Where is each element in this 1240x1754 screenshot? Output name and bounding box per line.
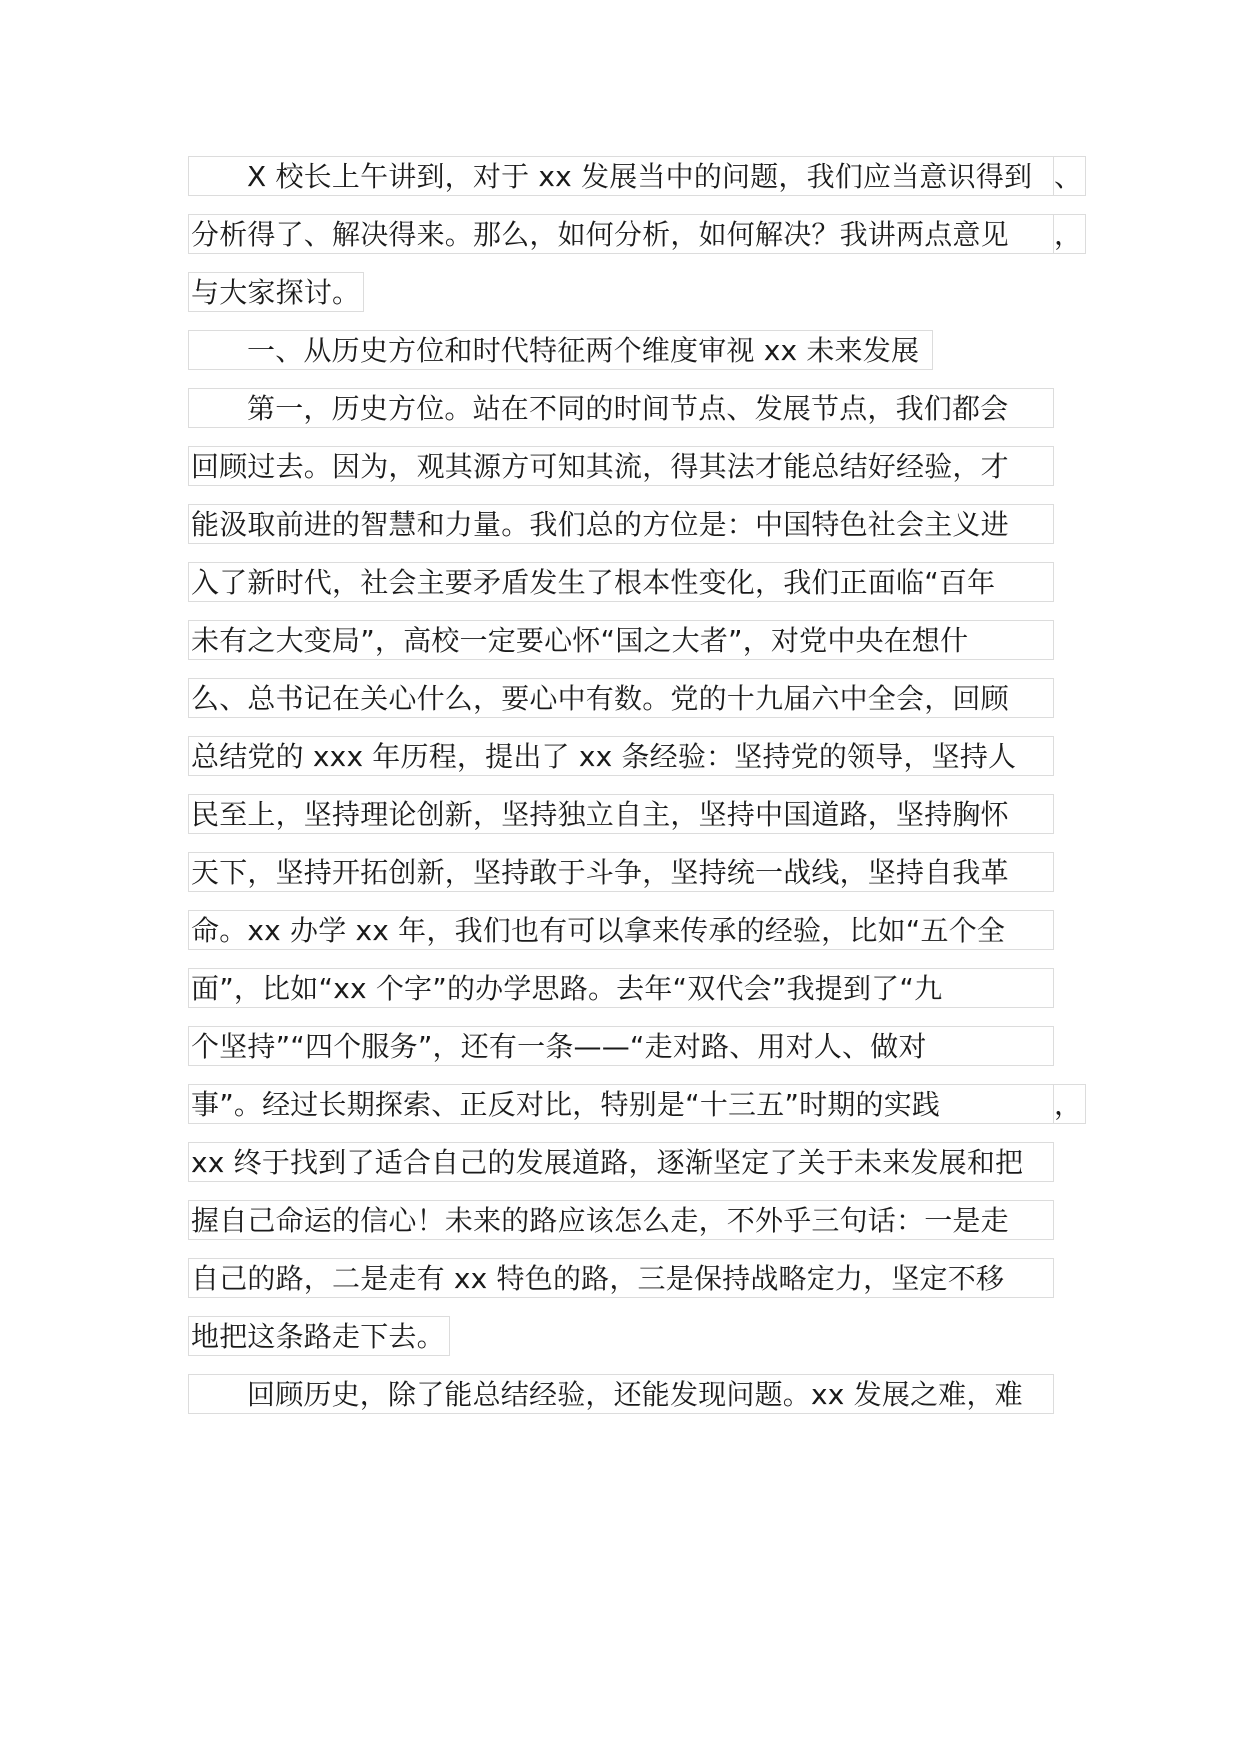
paragraph-2-line-6: 么、总书记在关心什么，要心中有数。党的十九届六中全会，回顾 (188, 678, 1054, 718)
paragraph-2-line-17: 地把这条路走下去。 (188, 1316, 450, 1356)
paragraph-1-line-1: X 校长上午讲到，对于 xx 发展当中的问题，我们应当意识得到 (188, 156, 1054, 196)
paragraph-2-line-13-tail: ， (1054, 1084, 1086, 1124)
paragraph-2-line-5: 未有之大变局”，高校一定要心怀“国之大者”，对党中央在想什 (188, 620, 1054, 660)
paragraph-2-line-8: 民至上，坚持理论创新，坚持独立自主，坚持中国道路，坚持胸怀 (188, 794, 1054, 834)
paragraph-2-line-3: 能汲取前进的智慧和力量。我们总的方位是：中国特色社会主义进 (188, 504, 1054, 544)
paragraph-2-line-1: 第一，历史方位。站在不同的时间节点、发展节点，我们都会 (188, 388, 1054, 428)
paragraph-2-line-16: 自己的路，二是走有 xx 特色的路，三是保持战略定力，坚定不移 (188, 1258, 1054, 1298)
paragraph-1-line-1-tail: 、 (1054, 156, 1086, 196)
paragraph-2-line-13: 事”。经过长期探索、正反对比，特别是“十三五”时期的实践 (188, 1084, 1054, 1124)
paragraph-1-line-2-tail: ， (1054, 214, 1086, 254)
paragraph-2-line-10: 命。xx 办学 xx 年，我们也有可以拿来传承的经验，比如“五个全 (188, 910, 1054, 950)
paragraph-2-line-2: 回顾过去。因为，观其源方可知其流，得其法才能总结好经验，才 (188, 446, 1054, 486)
paragraph-2-line-15: 握自己命运的信心！未来的路应该怎么走，不外乎三句话：一是走 (188, 1200, 1054, 1240)
section-heading-1: 一、从历史方位和时代特征两个维度审视 xx 未来发展 (188, 330, 933, 370)
paragraph-2-line-4: 入了新时代，社会主要矛盾发生了根本性变化，我们正面临“百年 (188, 562, 1054, 602)
paragraph-2-line-14: xx 终于找到了适合自己的发展道路，逐渐坚定了关于未来发展和把 (188, 1142, 1054, 1182)
paragraph-2-line-11: 面”，比如“xx 个字”的办学思路。去年“双代会”我提到了“九 (188, 968, 1054, 1008)
paragraph-2-line-7: 总结党的 xxx 年历程，提出了 xx 条经验：坚持党的领导，坚持人 (188, 736, 1054, 776)
paragraph-3-line-1: 回顾历史，除了能总结经验，还能发现问题。xx 发展之难，难 (188, 1374, 1054, 1414)
paragraph-2-line-9: 天下，坚持开拓创新，坚持敢于斗争，坚持统一战线，坚持自我革 (188, 852, 1054, 892)
paragraph-1-line-2: 分析得了、解决得来。那么，如何分析，如何解决？我讲两点意见 (188, 214, 1054, 254)
paragraph-1-line-3: 与大家探讨。 (188, 272, 364, 312)
paragraph-2-line-12: 个坚持”“四个服务”，还有一条——“走对路、用对人、做对 (188, 1026, 1054, 1066)
